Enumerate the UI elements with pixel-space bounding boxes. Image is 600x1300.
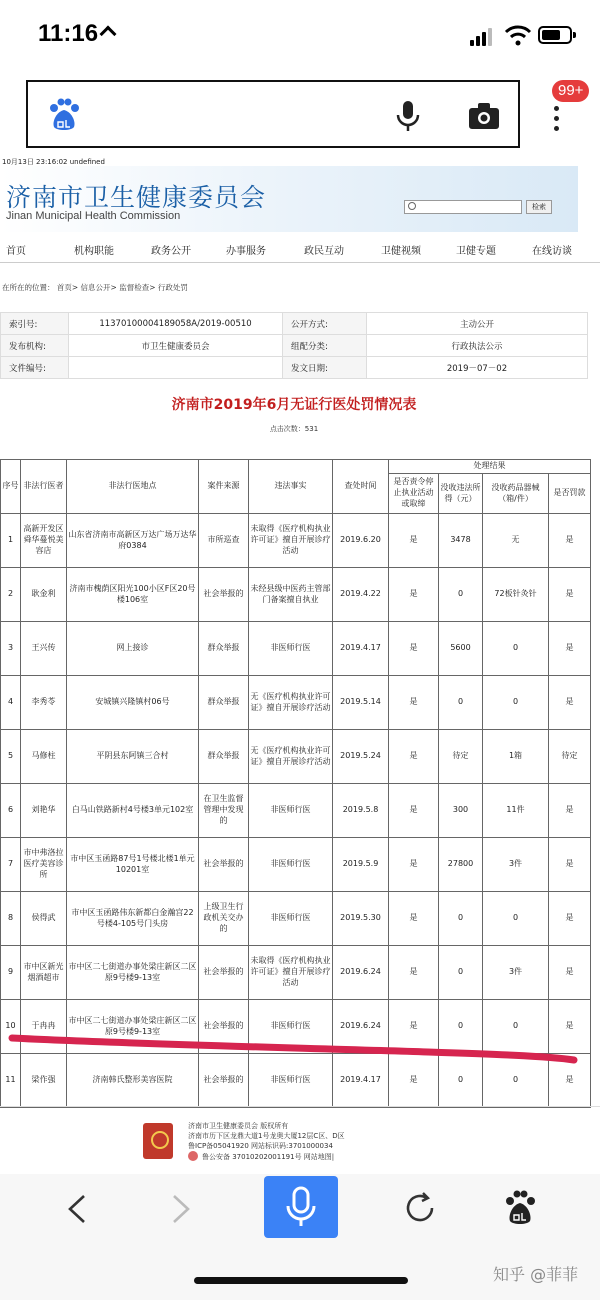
cell-source: 上级卫生行政机关交办的 bbox=[199, 892, 249, 946]
cell-name: 侯得武 bbox=[21, 892, 67, 946]
cell-equip: 0 bbox=[483, 892, 549, 946]
breadcrumb[interactable]: 在所在的位置： 首页> 信息公开> 监督检查> 行政处罚 bbox=[2, 283, 188, 292]
site-subtitle: Jinan Municipal Health Commission bbox=[6, 210, 181, 222]
cell-violation: 未取得《医疗机构执业许可证》擅自开展诊疗活动 bbox=[249, 514, 333, 568]
document-title: 济南市2019年6月无证行医处罚情况表 bbox=[171, 397, 417, 413]
cell-time: 2019.5.9 bbox=[333, 838, 389, 892]
footer-security[interactable]: 鲁公安备 37010202001191号 网站地图| bbox=[202, 1153, 335, 1161]
cell-income: 0 bbox=[439, 892, 483, 946]
home-indicator[interactable] bbox=[194, 1277, 408, 1284]
cell-fine: 是 bbox=[549, 514, 591, 568]
location-arrow-icon bbox=[100, 26, 117, 43]
voice-input-button[interactable] bbox=[264, 1176, 338, 1238]
cell-equip: 72板针灸针 bbox=[483, 568, 549, 622]
cell-income: 0 bbox=[439, 1000, 483, 1054]
cell-no: 1 bbox=[1, 514, 21, 568]
voice-search-icon[interactable] bbox=[394, 100, 422, 132]
cell-violation: 未经县级中医药主管部门备案擅自执业 bbox=[249, 568, 333, 622]
status-time: 11:16 bbox=[38, 20, 99, 47]
cell-stop: 是 bbox=[389, 892, 439, 946]
cell-fine: 是 bbox=[549, 622, 591, 676]
red-highlight-stroke bbox=[8, 1032, 578, 1072]
cell-time: 2019.4.17 bbox=[333, 1054, 389, 1108]
column-header: 处理结果 bbox=[389, 460, 591, 474]
cell-equip: 0 bbox=[483, 676, 549, 730]
baidu-logo-icon[interactable] bbox=[48, 98, 80, 132]
table-row bbox=[1, 622, 591, 676]
cell-name: 刘艳华 bbox=[21, 784, 67, 838]
cell-fine: 是 bbox=[549, 568, 591, 622]
table-row bbox=[1, 838, 591, 892]
cell-fine: 是 bbox=[549, 676, 591, 730]
meta-label: 文件编号: bbox=[1, 357, 69, 379]
cell-name: 耿金利 bbox=[21, 568, 67, 622]
cellular-signal-icon bbox=[470, 28, 496, 46]
cell-fine: 是 bbox=[549, 1054, 591, 1108]
cell-violation: 非医师行医 bbox=[249, 1054, 333, 1108]
nav-divider bbox=[0, 262, 600, 263]
meta-value: 市卫生健康委员会 bbox=[69, 335, 283, 357]
nav-item[interactable]: 首页 bbox=[6, 246, 26, 257]
cell-fine: 是 bbox=[549, 838, 591, 892]
more-menu-icon[interactable] bbox=[552, 98, 562, 132]
cell-income: 5600 bbox=[439, 622, 483, 676]
meta-label: 发布机构: bbox=[1, 335, 69, 357]
cell-source: 市所巡查 bbox=[199, 514, 249, 568]
cell-addr: 山东省济南市高新区万达广场万达华府0384 bbox=[67, 514, 199, 568]
footer-copyright: 济南市卫生健康委员会 版权所有 bbox=[188, 1122, 289, 1130]
nav-item[interactable]: 办事服务 bbox=[226, 246, 266, 257]
cell-stop: 是 bbox=[389, 676, 439, 730]
cell-no: 3 bbox=[1, 622, 21, 676]
cell-equip: 1箱 bbox=[483, 730, 549, 784]
cell-income: 0 bbox=[439, 568, 483, 622]
nav-item[interactable]: 卫健视频 bbox=[381, 246, 421, 257]
microphone-icon bbox=[264, 1176, 338, 1238]
cell-source: 社会举报的 bbox=[199, 1054, 249, 1108]
cell-time: 2019.5.30 bbox=[333, 892, 389, 946]
table-row bbox=[1, 892, 591, 946]
cell-no: 2 bbox=[1, 568, 21, 622]
column-header: 查处时间 bbox=[333, 460, 389, 514]
cell-violation: 无《医疗机构执业许可证》擅自开展诊疗活动 bbox=[249, 676, 333, 730]
column-header: 违法事实 bbox=[249, 460, 333, 514]
footer-icp[interactable]: 鲁ICP备05041920 网站标识码:3701000034 bbox=[188, 1142, 333, 1150]
column-header: 是否罚款 bbox=[549, 474, 591, 514]
cell-source: 社会举报的 bbox=[199, 946, 249, 1000]
cell-stop: 是 bbox=[389, 730, 439, 784]
cell-source: 社会举报的 bbox=[199, 838, 249, 892]
cell-stop: 是 bbox=[389, 1054, 439, 1108]
cell-stop: 是 bbox=[389, 784, 439, 838]
cell-no: 11 bbox=[1, 1054, 21, 1108]
cell-equip: 0 bbox=[483, 1000, 549, 1054]
cell-equip: 3件 bbox=[483, 838, 549, 892]
cell-violation: 未取得《医疗机构执业许可证》擅自开展诊疗活动 bbox=[249, 946, 333, 1000]
cell-name: 市中区新光烟酒超市 bbox=[21, 946, 67, 1000]
table-row bbox=[1, 946, 591, 1000]
meta-value: 行政执法公示 bbox=[367, 335, 588, 357]
cell-name: 梁作强 bbox=[21, 1054, 67, 1108]
meta-label: 发文日期: bbox=[283, 357, 367, 379]
cell-addr: 平阴县东阿镇三合村 bbox=[67, 730, 199, 784]
cell-no: 8 bbox=[1, 892, 21, 946]
nav-item[interactable]: 政民互动 bbox=[304, 246, 344, 257]
back-icon[interactable] bbox=[64, 1194, 90, 1224]
battery-icon bbox=[538, 26, 572, 44]
print-header: 10月13日 23:16:02 undefined bbox=[2, 158, 105, 166]
cell-name: 高新开发区舜华蔓悦美容店 bbox=[21, 514, 67, 568]
cell-name: 李秀苓 bbox=[21, 676, 67, 730]
nav-item[interactable]: 卫健专题 bbox=[456, 246, 496, 257]
cell-stop: 是 bbox=[389, 622, 439, 676]
cell-source: 社会举报的 bbox=[199, 568, 249, 622]
cell-addr: 安城镇兴隆镇村06号 bbox=[67, 676, 199, 730]
wifi-icon bbox=[504, 24, 532, 46]
hit-count: 点击次数：531 bbox=[269, 425, 319, 433]
refresh-icon[interactable] bbox=[402, 1190, 438, 1226]
cell-violation: 非医师行医 bbox=[249, 892, 333, 946]
meta-value: 11370100004189058A/2019-00510 bbox=[69, 313, 283, 335]
column-header: 是否责令停止执业活动或取缔 bbox=[389, 474, 439, 514]
cell-stop: 是 bbox=[389, 1000, 439, 1054]
column-header: 案件来源 bbox=[199, 460, 249, 514]
cell-income: 3478 bbox=[439, 514, 483, 568]
penalty-table bbox=[0, 459, 591, 1108]
cell-no: 10 bbox=[1, 1000, 21, 1054]
cell-name: 王兴传 bbox=[21, 622, 67, 676]
footer-divider bbox=[0, 1106, 600, 1107]
cell-income: 27800 bbox=[439, 838, 483, 892]
meta-label: 组配分类: bbox=[283, 335, 367, 357]
cell-income: 待定 bbox=[439, 730, 483, 784]
cell-violation: 无《医疗机构执业许可证》擅自开展诊疗活动 bbox=[249, 730, 333, 784]
table-row bbox=[1, 730, 591, 784]
site-search-button[interactable]: 检索 bbox=[526, 200, 552, 214]
cell-source: 群众举报 bbox=[199, 730, 249, 784]
cell-name: 于冉冉 bbox=[21, 1000, 67, 1054]
column-header: 非法行医地点 bbox=[67, 460, 199, 514]
main-nav bbox=[0, 240, 600, 260]
cell-addr: 市中区二七街道办事处梁庄新区二区原9号楼9-13室 bbox=[67, 946, 199, 1000]
police-badge-icon bbox=[188, 1151, 198, 1161]
cell-fine: 是 bbox=[549, 784, 591, 838]
cell-addr: 网上接诊 bbox=[67, 622, 199, 676]
meta-label: 公开方式: bbox=[283, 313, 367, 335]
cell-fine: 待定 bbox=[549, 730, 591, 784]
cell-equip: 0 bbox=[483, 622, 549, 676]
cell-stop: 是 bbox=[389, 838, 439, 892]
notification-badge[interactable]: 99+ bbox=[552, 80, 589, 102]
cell-no: 5 bbox=[1, 730, 21, 784]
cell-violation: 非医师行医 bbox=[249, 784, 333, 838]
cell-violation: 非医师行医 bbox=[249, 1000, 333, 1054]
site-header bbox=[0, 166, 578, 232]
cell-stop: 是 bbox=[389, 568, 439, 622]
cell-addr: 市中区玉函路87号1号楼北楼1单元10201室 bbox=[67, 838, 199, 892]
nav-item[interactable]: 在线访谈 bbox=[532, 246, 572, 257]
nav-item[interactable]: 政务公开 bbox=[151, 246, 191, 257]
cell-equip: 0 bbox=[483, 1054, 549, 1108]
cell-equip: 3件 bbox=[483, 946, 549, 1000]
column-header: 没收违法所得（元） bbox=[439, 474, 483, 514]
status-bar bbox=[0, 0, 600, 72]
cell-addr: 市中区玉函路伟东新都白金瀚宫22号楼4-105号门头房 bbox=[67, 892, 199, 946]
cell-time: 2019.4.22 bbox=[333, 568, 389, 622]
site-title[interactable]: 济南市卫生健康委员会 bbox=[6, 183, 267, 212]
forward-icon[interactable] bbox=[168, 1194, 194, 1224]
cell-violation: 非医师行医 bbox=[249, 838, 333, 892]
cell-income: 0 bbox=[439, 946, 483, 1000]
camera-search-icon[interactable] bbox=[468, 102, 500, 130]
nav-item[interactable]: 机构职能 bbox=[74, 246, 114, 257]
footer-address: 济南市历下区龙鼎大道1号龙奥大厦12层C区、D区 bbox=[188, 1132, 345, 1140]
search-icon bbox=[408, 202, 416, 210]
meta-value: 主动公开 bbox=[367, 313, 588, 335]
cell-time: 2019.6.24 bbox=[333, 1000, 389, 1054]
column-header: 序号 bbox=[1, 460, 21, 514]
cell-fine: 是 bbox=[549, 946, 591, 1000]
cell-source: 群众举报 bbox=[199, 676, 249, 730]
cell-no: 4 bbox=[1, 676, 21, 730]
cell-no: 7 bbox=[1, 838, 21, 892]
meta-value: 2019－07－02 bbox=[367, 357, 588, 379]
cell-income: 0 bbox=[439, 1054, 483, 1108]
table-row bbox=[1, 676, 591, 730]
cell-equip: 11件 bbox=[483, 784, 549, 838]
cell-name: 市中弗洛拉医疗美容诊所 bbox=[21, 838, 67, 892]
cell-time: 2019.5.8 bbox=[333, 784, 389, 838]
cell-source: 社会举报的 bbox=[199, 1000, 249, 1054]
meta-label: 索引号: bbox=[1, 313, 69, 335]
table-row bbox=[1, 784, 591, 838]
site-search-input[interactable] bbox=[404, 200, 522, 214]
cell-addr: 白马山铁路新村4号楼3单元102室 bbox=[67, 784, 199, 838]
cell-time: 2019.5.24 bbox=[333, 730, 389, 784]
document-meta-table bbox=[0, 312, 588, 379]
cell-source: 在卫生监督管理中发现的 bbox=[199, 784, 249, 838]
cell-addr: 济南市槐荫区阳光100小区F区20号楼106室 bbox=[67, 568, 199, 622]
zhihu-watermark: 知乎 @菲菲 bbox=[493, 1265, 579, 1284]
table-row bbox=[1, 568, 591, 622]
browser-search-bar[interactable] bbox=[26, 80, 520, 148]
cell-time: 2019.4.17 bbox=[333, 622, 389, 676]
column-header: 没收药品器械（箱/件） bbox=[483, 474, 549, 514]
table-row bbox=[1, 514, 591, 568]
cell-addr: 济南韩氏整形美容医院 bbox=[67, 1054, 199, 1108]
cell-stop: 是 bbox=[389, 514, 439, 568]
cell-equip: 无 bbox=[483, 514, 549, 568]
cell-no: 6 bbox=[1, 784, 21, 838]
cell-income: 0 bbox=[439, 676, 483, 730]
cell-fine: 是 bbox=[549, 1000, 591, 1054]
cell-income: 300 bbox=[439, 784, 483, 838]
cell-time: 2019.6.24 bbox=[333, 946, 389, 1000]
cell-addr: 市中区二七街道办事处梁庄新区二区原9号楼9-13室 bbox=[67, 1000, 199, 1054]
cell-time: 2019.5.14 bbox=[333, 676, 389, 730]
meta-value bbox=[69, 357, 283, 379]
cell-stop: 是 bbox=[389, 946, 439, 1000]
column-header: 非法行医者 bbox=[21, 460, 67, 514]
cell-no: 9 bbox=[1, 946, 21, 1000]
cell-source: 群众举报 bbox=[199, 622, 249, 676]
cell-time: 2019.6.20 bbox=[333, 514, 389, 568]
cell-violation: 非医师行医 bbox=[249, 622, 333, 676]
baidu-home-icon[interactable] bbox=[504, 1190, 536, 1226]
cell-name: 马修柱 bbox=[21, 730, 67, 784]
cell-fine: 是 bbox=[549, 892, 591, 946]
gov-badge-icon[interactable] bbox=[143, 1123, 173, 1159]
